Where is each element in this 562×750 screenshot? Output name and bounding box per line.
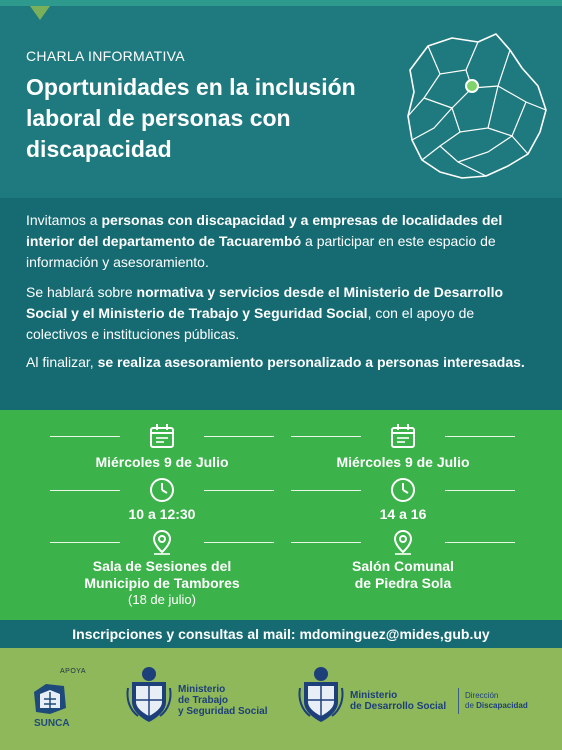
- divider: [50, 542, 120, 543]
- apoya-label: APOYA: [60, 668, 87, 675]
- divider: [50, 436, 120, 437]
- uruguay-map-icon: [400, 28, 550, 188]
- intro-paragraph-3: [26, 352, 538, 373]
- event-card-1: [42, 410, 282, 620]
- divider: [50, 490, 120, 491]
- divider: [445, 542, 515, 543]
- header-section: [0, 0, 562, 198]
- place-row: [283, 528, 523, 556]
- event-place-line-2: Municipio de Tambores: [84, 575, 240, 591]
- divider: [204, 436, 274, 437]
- divider: [445, 436, 515, 437]
- logo-divider: [458, 688, 459, 714]
- event-place-note: (18 de julio): [128, 592, 196, 607]
- event-card-2: [283, 410, 523, 620]
- coat-of-arms-icon: [298, 666, 344, 724]
- calendar-icon: [148, 422, 176, 450]
- mtss-logo-text: [178, 684, 267, 717]
- schedule-section: [0, 410, 562, 620]
- divider: [291, 490, 361, 491]
- intro-text: Invitamos a: [26, 212, 102, 228]
- location-pin-icon: [389, 528, 417, 556]
- coat-of-arms-icon: [126, 666, 172, 724]
- event-place: [42, 558, 282, 592]
- dir-line-1: Dirección: [465, 691, 499, 700]
- event-place-line-2: de Piedra Sola: [354, 575, 452, 591]
- event-time: 10 a 12:30: [128, 506, 196, 522]
- place-row: [42, 528, 282, 556]
- date-row: [42, 422, 282, 450]
- time-row: [42, 476, 282, 504]
- eyebrow-label: CHARLA INFORMATIVA: [26, 48, 185, 64]
- footer-logos: [0, 648, 562, 750]
- intro-paragraph-1: [26, 210, 538, 273]
- dir-line-2: [465, 701, 528, 711]
- intro-section: [0, 198, 562, 410]
- intro-emphasis: personas con discapacidad y a empresas de localidades del interior del departamento de Tacuarembó: [26, 212, 503, 249]
- mides-line-1: Ministerio: [350, 690, 398, 701]
- sunca-logo-icon: [30, 678, 70, 718]
- mides-line-2: de Desarrollo Social: [350, 701, 447, 712]
- event-place: [283, 558, 523, 592]
- header-stripe: [0, 0, 562, 6]
- intro-text: , con el apoyo de colectivos e instituciones públicas.: [26, 305, 475, 342]
- sunca-label: SUNCA: [34, 718, 70, 729]
- location-pin-icon: [148, 528, 176, 556]
- dir-bold: Discapacidad: [476, 701, 528, 710]
- divider: [204, 542, 274, 543]
- intro-paragraph-2: [26, 282, 538, 345]
- divider: [445, 490, 515, 491]
- header-notch: [30, 6, 50, 20]
- intro-text: Al finalizar,: [26, 354, 98, 370]
- mides-logo-text: [350, 690, 446, 712]
- divider: [204, 490, 274, 491]
- date-row: [283, 422, 523, 450]
- event-date: Miércoles 9 de Julio: [95, 454, 229, 470]
- mtss-line-1: Ministerio: [178, 684, 226, 695]
- event-place-line-1: Sala de Sesiones del: [92, 558, 232, 574]
- divider: [291, 542, 361, 543]
- divider: [291, 436, 361, 437]
- intro-text: Se hablará sobre: [26, 284, 137, 300]
- intro-text: a participar en este espacio de información y asesoramiento.: [26, 233, 496, 270]
- event-date: Miércoles 9 de Julio: [336, 454, 470, 470]
- mtss-line-3: y Seguridad Social: [178, 706, 268, 717]
- calendar-icon: [389, 422, 417, 450]
- direccion-discapacidad-text: [465, 691, 528, 711]
- dir-prefix: de: [465, 701, 477, 710]
- page-title: Oportunidades en la inclusión laboral de personas con discapacidad: [26, 74, 356, 162]
- clock-icon: [148, 476, 176, 504]
- mtss-line-2: de Trabajo: [178, 695, 229, 706]
- intro-emphasis: se realiza asesoramiento personalizado a personas interesadas.: [97, 354, 525, 370]
- event-place-line-1: Salón Comunal: [352, 558, 454, 574]
- intro-emphasis: normativa y servicios desde el Ministerio de Desarrollo Social y el Ministerio de Trabajo y Seguridad Social: [26, 284, 504, 321]
- event-time: 14 a 16: [379, 506, 427, 522]
- time-row: [283, 476, 523, 504]
- inscriptions-bar: Inscripciones y consultas al mail: mdominguez@mides,gub.uy: [0, 620, 562, 648]
- clock-icon: [389, 476, 417, 504]
